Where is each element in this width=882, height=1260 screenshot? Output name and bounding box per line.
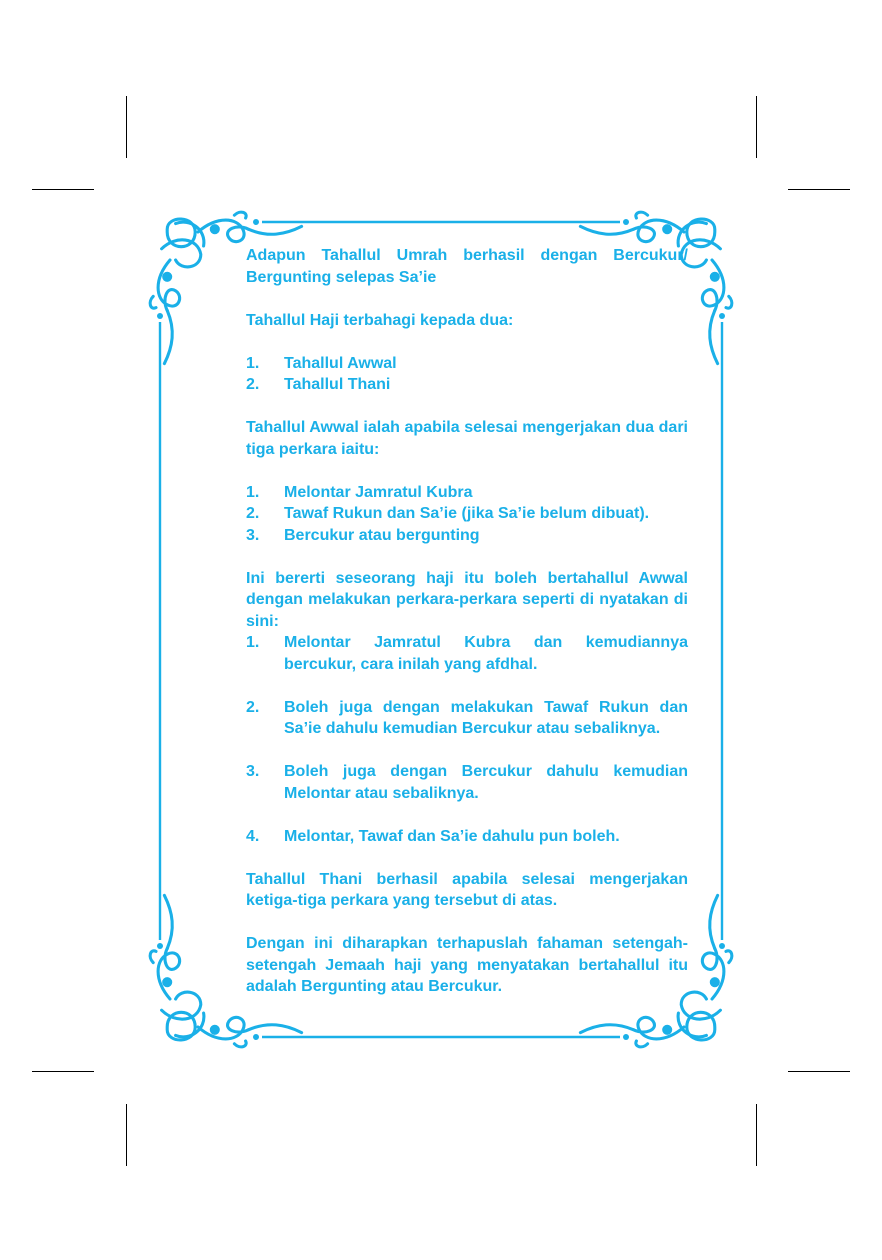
meaning-paragraph: Ini bererti seseorang haji itu boleh bertahallul Awwal dengan melakukan perkara-perkara seperti di nyatakan di sini: (246, 569, 688, 630)
list-item: 1. Melontar Jamratul Kubra (246, 483, 473, 501)
thani-paragraph: Tahallul Thani berhasil apabila selesai mengerjakan ketiga-tiga perkara yang tersebut di atas. (246, 870, 688, 909)
list-item: 2. Boleh juga dengan melakukan Tawaf Rukun dan Sa’ie dahulu kemudian Bercukur atau sebaliknya. (246, 698, 688, 737)
awwal-items-list (246, 482, 688, 547)
haji-types-list (246, 353, 688, 396)
page-content (246, 245, 688, 1019)
list-item: 4. Melontar, Tawaf dan Sa’ie dahulu pun boleh. (246, 827, 620, 845)
haji-heading: Tahallul Haji terbahagi kepada dua: (246, 311, 514, 329)
list-item: 2. Tahallul Thani (246, 376, 391, 393)
list-item: 2. Tawaf Rukun dan Sa’ie (jika Sa’ie belum dibuat). (246, 505, 650, 522)
awwal-definition: Tahallul Awwal ialah apabila selesai mengerjakan dua dari tiga perkara iaitu: (246, 419, 688, 458)
options-list (246, 632, 688, 847)
list-item: 3. Bercukur atau bergunting (246, 526, 480, 544)
closing-paragraph: Dengan ini diharapkan terhapuslah fahaman setengah-setengah Jemaah haji yang menyatakan bertahallul itu adalah Bergunting atau Bercukur. (246, 935, 688, 995)
list-item: 1. Tahallul Awwal (246, 354, 397, 372)
list-item: 1. Melontar Jamratul Kubra dan kemudiannya bercukur, cara inilah yang afdhal. (246, 634, 688, 673)
list-item: 3. Boleh juga dengan Bercukur dahulu kemudian Melontar atau sebaliknya. (246, 763, 688, 802)
intro-paragraph: Adapun Tahallul Umrah berhasil dengan Bercukur/ Bergunting selepas Sa’ie (246, 247, 688, 286)
